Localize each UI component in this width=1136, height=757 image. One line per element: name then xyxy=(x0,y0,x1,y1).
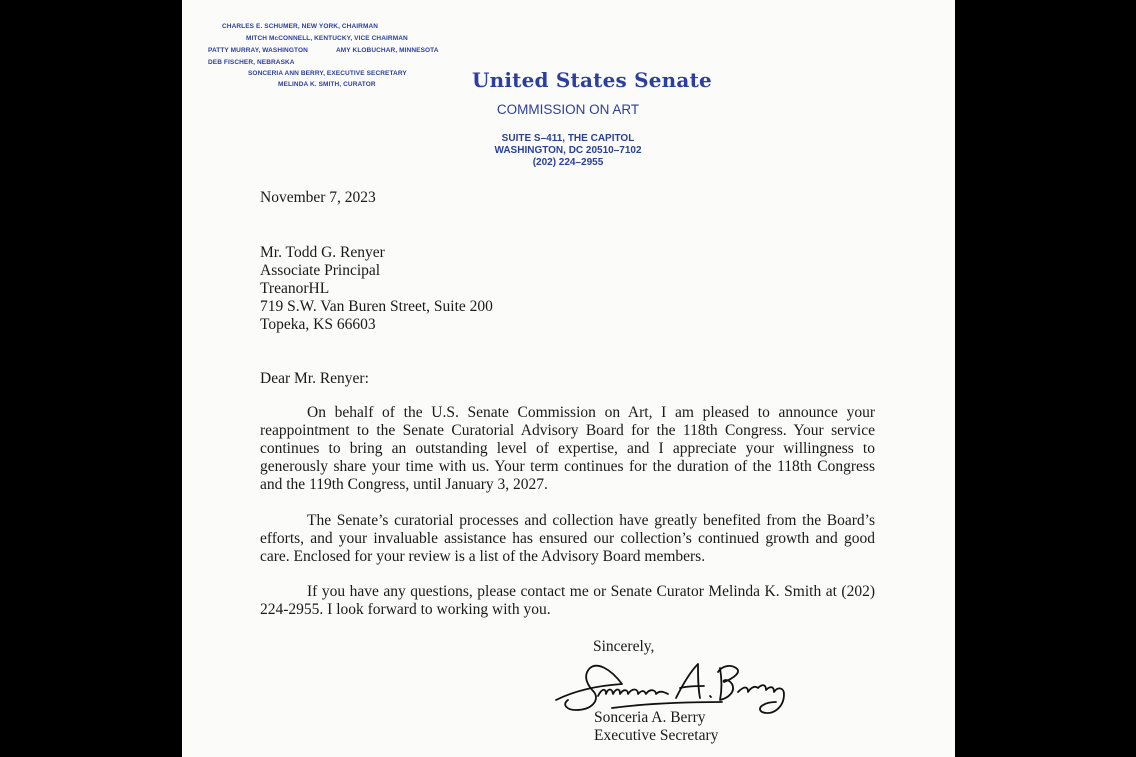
member-fischer: DEB FISCHER, NEBRASKA xyxy=(208,59,295,66)
member-chairman: CHARLES E. SCHUMER, NEW YORK, CHAIRMAN xyxy=(222,23,379,30)
recipient-company: TreanorHL xyxy=(260,280,330,297)
letter-page xyxy=(182,0,955,757)
letterhead-subtitle: COMMISSION ON ART xyxy=(496,102,640,117)
salutation: Dear Mr. Renyer: xyxy=(260,370,369,387)
body-paragraph-1: On behalf of the U.S. Senate Commission on Art, I am pleased to announce your reappointment to the Senate Curatorial Advisory Board for the 118th Congress. Your service continues to bring an outstanding level of expertise, and I appreciate your willingness to generously share your time with us. Your term continues for the duration of the 118th Congress and the 119th Congress, until January 3, 2027. xyxy=(260,404,875,493)
address-line-phone: (202) 224–2955 xyxy=(532,157,604,168)
letterhead-address xyxy=(472,133,664,169)
member-klobuchar: AMY KLOBUCHAR, MINNESOTA xyxy=(336,47,439,54)
recipient-name: Mr. Todd G. Renyer xyxy=(260,244,385,261)
signer-block xyxy=(594,709,718,745)
member-curator: MELINDA K. SMITH, CURATOR xyxy=(278,81,376,88)
signer-name: Sonceria A. Berry xyxy=(594,709,706,726)
body-paragraph-2: The Senate’s curatorial processes and collection have greatly benefited from the Board’s efforts, and your invaluable assistance has ensured our collection’s continued growth and good care. Enclosed for your review is a list of the Advisory Board members. xyxy=(260,512,875,565)
recipient-title: Associate Principal xyxy=(260,262,381,279)
recipient-block xyxy=(260,244,493,334)
member-vice-chairman: MITCH McCONNELL, KENTUCKY, VICE CHAIRMAN xyxy=(246,35,408,42)
letter-date: November 7, 2023 xyxy=(260,189,376,206)
letterhead-title: United States Senate xyxy=(472,68,712,92)
address-line-suite: SUITE S–411, THE CAPITOL xyxy=(501,133,635,144)
closing: Sincerely, xyxy=(593,638,655,655)
address-line-city: WASHINGTON, DC 20510–7102 xyxy=(494,145,642,156)
member-executive-secretary: SONCERIA ANN BERRY, EXECUTIVE SECRETARY xyxy=(248,70,407,77)
signer-title: Executive Secretary xyxy=(594,727,719,744)
recipient-street: 719 S.W. Van Buren Street, Suite 200 xyxy=(260,298,493,315)
recipient-city: Topeka, KS 66603 xyxy=(260,316,376,333)
body-paragraph-3: If you have any questions, please contact me or Senate Curator Melinda K. Smith at (202) 224-2955. I look forward to working with you. xyxy=(260,583,875,618)
member-murray: PATTY MURRAY, WASHINGTON xyxy=(208,47,308,54)
